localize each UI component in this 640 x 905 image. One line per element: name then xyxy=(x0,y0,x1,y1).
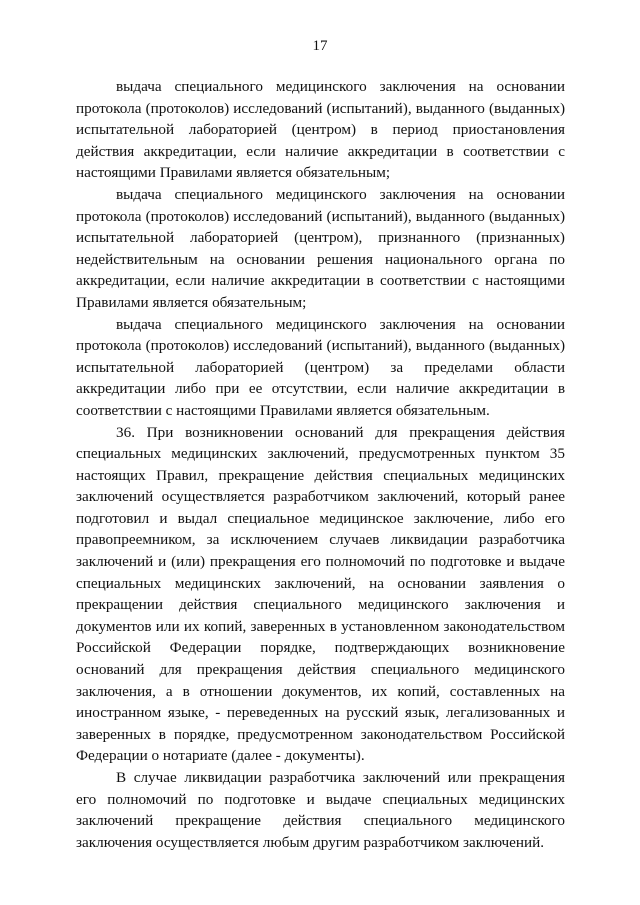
page-number: 17 xyxy=(312,38,328,54)
paragraph-liquidation-case: В случае ликвидации разработчика заключений или прекращения его полномочий по подготовке и выдаче специальных медицинских заключений прекращение действия специального медицинского заключения осуществляется любым другим разработчиком заключений. xyxy=(76,769,565,851)
paragraph-clause-36: 36. При возникновении оснований для прекращения действия специальных медицинских заключений, предусмотренных пунктом 35 настоящих Правил, прекращение действия специальных медицинских заключений осуществляется разработчиком заключений, который ранее подготовил и выдал специальное медицинское заключение, либо его правопреемником, за исключением случаев ликвидации разработчика заключений и (или) прекращения его полномочий по подготовке и выдаче специальных медицинских заключений, на основании заявления о прекращении действия специального медицинского заключения и документов или их копий, заверенных в установленном законодательством Российской Федерации порядке, подтверждающих возникновение оснований для прекращения действия специального медицинского заключения, а в отношении документов, их копий, составленных на иностранном языке, - переведенных на русский язык, легализованных и заверенных в порядке, предусмотренном законодательством Российской Федерации о нотариате (далее - документы). xyxy=(76,423,565,765)
document-body xyxy=(76,76,565,853)
paragraph-accreditation-suspended: выдача специального медицинского заключения на основании протокола (протоколов) исследований (испытаний), выданного (выданных) испытательной лабораторией (центром) в период приостановления действия аккредитации, если наличие аккредитации в соответствии с настоящими Правилами является обязательным; xyxy=(76,78,565,182)
paragraph-laboratory-invalid: выдача специального медицинского заключения на основании протокола (протоколов) исследований (испытаний), выданного (выданных) испытательной лабораторией (центром), признанного (признанных) недействительным на основании решения национального органа по аккредитации, если наличие аккредитации в соответствии с настоящими Правилами является обязательным; xyxy=(76,185,565,311)
paragraph-outside-accreditation: выдача специального медицинского заключения на основании протокола (протоколов) исследований (испытаний), выданного (выданных) испытательной лабораторией (центром) за пределами области аккредитации либо при ее отсутствии, если наличие аккредитации в соответствии с настоящими Правилами является обязательным. xyxy=(76,315,565,419)
